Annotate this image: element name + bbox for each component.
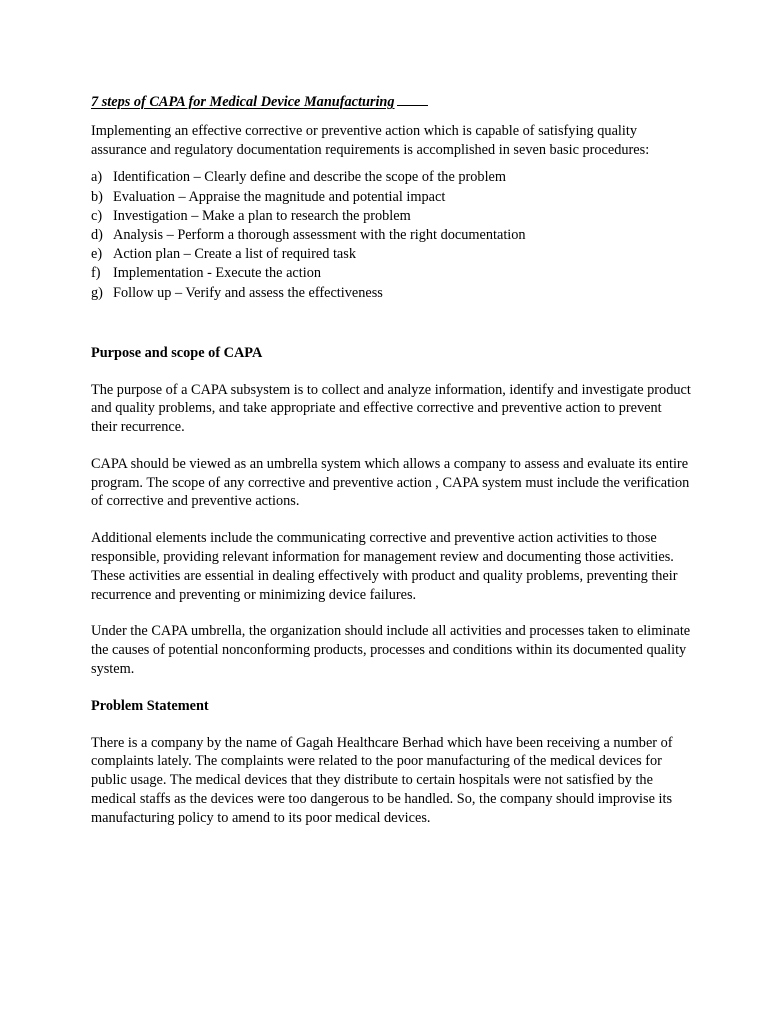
title-underline-extension	[397, 93, 428, 106]
list-marker: d)	[91, 226, 103, 243]
step-text: Follow up – Verify and assess the effectiveness	[113, 284, 383, 301]
additional-elements-paragraph: Additional elements include the communicating corrective and preventive action activities to those responsible, providing relevant information for management review and documenting those activities. These activities are essential in dealing effectively with product and quality problems, preventing their recurrence and preventing or minimizing device failures.	[91, 530, 678, 603]
list-marker: b)	[91, 188, 103, 205]
umbrella-paragraph: CAPA should be viewed as an umbrella system which allows a company to assess and evaluate its entire program. The scope of any corrective and preventive action , CAPA system must include the verification of corrective and preventive actions.	[91, 455, 690, 510]
section-heading-purpose: Purpose and scope of CAPA	[91, 344, 263, 361]
list-item	[91, 264, 691, 283]
step-text: Identification – Clearly define and describe the scope of the problem	[113, 169, 507, 186]
section-heading-problem: Problem Statement	[91, 697, 209, 714]
list-marker: g)	[91, 284, 103, 301]
list-item	[91, 207, 691, 226]
capa-steps-list	[91, 168, 691, 302]
step-text: Evaluation – Appraise the magnitude and potential impact	[113, 188, 446, 205]
list-marker: e)	[91, 246, 103, 263]
list-item	[91, 188, 691, 207]
capa-umbrella-paragraph: Under the CAPA umbrella, the organization should include all activities and processes taken to eliminate the causes of potential nonconforming products, processes and conditions within its documented quality system.	[91, 623, 691, 678]
step-text: Investigation – Make a plan to research the problem	[113, 207, 411, 224]
list-marker: f)	[91, 265, 101, 282]
intro-paragraph: Implementing an effective corrective or preventive action which is capable of satisfying quality assurance and regulatory documentation requirements is accomplished in seven basic procedures:	[91, 122, 650, 158]
problem-statement-paragraph: There is a company by the name of Gagah Healthcare Berhad which have been receiving a number of complaints lately. The complaints were related to the poor manufacturing of the medical devices for public usage. The medical devices that they distribute to certain hospitals were not satisfied by the medical staffs as the devices were too dangerous to be handled. So, the company should improvise its manufacturing policy to amend to its poor medical devices.	[91, 734, 673, 826]
document-title-text: 7 steps of CAPA for Medical Device Manufacturing	[91, 94, 395, 110]
purpose-paragraph: The purpose of a CAPA subsystem is to collect and analyze information, identify and investigate product and quality problems, and take appropriate and effective corrective and preventive action to prevent their recurrence.	[91, 381, 691, 436]
list-marker: a)	[91, 169, 103, 186]
list-item	[91, 284, 691, 303]
list-item	[91, 168, 691, 187]
list-item	[91, 226, 691, 245]
step-text: Analysis – Perform a thorough assessment with the right documentation	[113, 226, 526, 243]
list-item	[91, 245, 691, 264]
step-text: Implementation - Execute the action	[113, 265, 322, 282]
document-body	[91, 93, 691, 846]
document-title	[91, 93, 691, 112]
list-marker: c)	[91, 207, 103, 224]
step-text: Action plan – Create a list of required task	[113, 246, 356, 263]
